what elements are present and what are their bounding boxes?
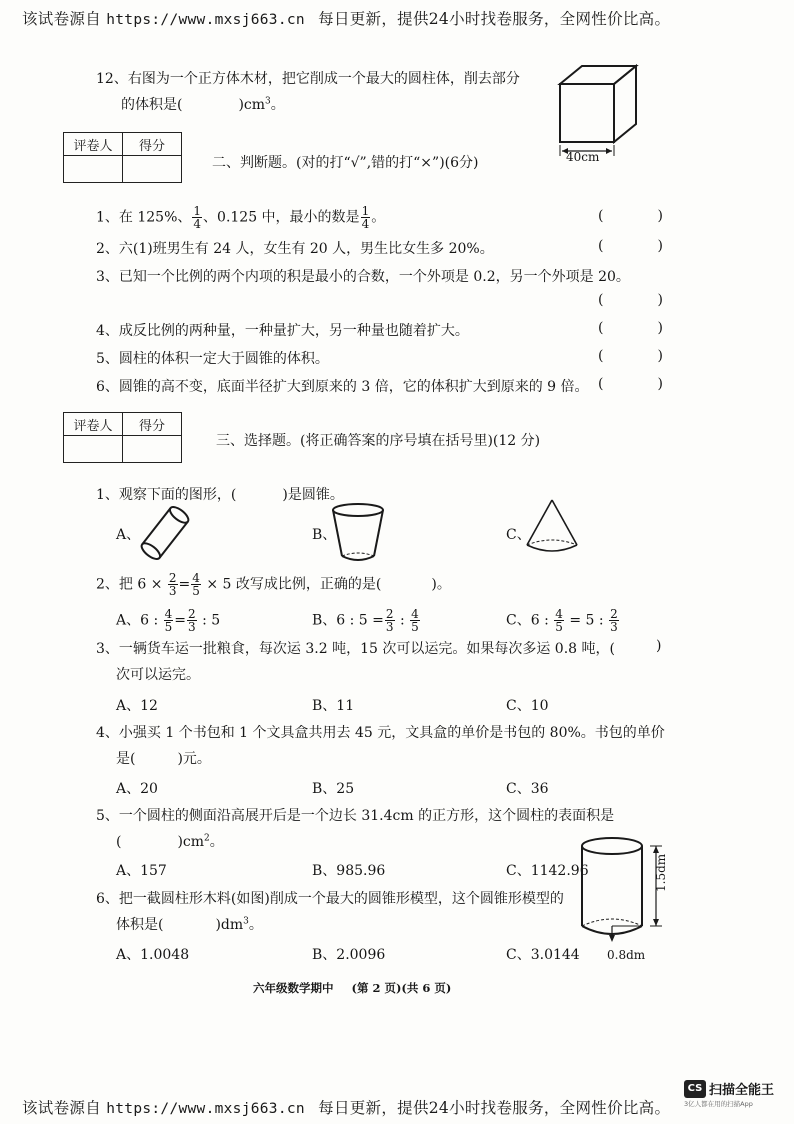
reviewer-label: 评卷人: [64, 413, 123, 436]
cylinder-radius-label: 0.8dm: [607, 948, 646, 962]
cone-figure: [522, 497, 582, 559]
judge-q1: [96, 205, 385, 230]
judge-q2: 2、六(1)班男生有 24 人，女生有 20 人，男生比女生多 20%。: [96, 241, 494, 257]
frac-num: 4: [555, 607, 563, 621]
section3-title: 三、选择题。(将正确答案的序号填在括号里)(12 分): [216, 433, 541, 449]
frac-2-3: [168, 572, 178, 597]
frac-num: 2: [610, 607, 618, 621]
choice-q3-optC[interactable]: C、10: [506, 698, 549, 714]
judge-q6: 6、圆锥的高不变，底面半径扩大到原来的 3 倍，它的体积扩大到原来的 9 倍。: [96, 379, 589, 395]
judge-q1-b: 、0.125 中，最小的数是: [203, 209, 360, 226]
paren-close: ): [657, 320, 663, 336]
choice-q6-line2: [116, 914, 263, 934]
choice-q5-optB[interactable]: B、985.96: [312, 863, 386, 879]
text: )cm: [177, 834, 205, 850]
frac-den: 5: [411, 620, 419, 634]
paren-open: (: [598, 238, 604, 254]
frac-den: 3: [385, 620, 394, 634]
frac-den: 5: [192, 584, 200, 598]
score-cell[interactable]: [123, 156, 182, 183]
q12-text-a: 的体积是(: [121, 97, 183, 113]
choice-q5-optA[interactable]: A、157: [116, 863, 167, 879]
choice-q4-optB[interactable]: B、25: [312, 781, 355, 797]
choice-q6-optA[interactable]: A、1.0048: [116, 947, 190, 963]
choice-q3-optB[interactable]: B、11: [312, 698, 355, 714]
opt-text: C、6 :: [506, 612, 549, 629]
judge-q1-a: 1、在 125%、: [96, 209, 192, 226]
choice-q1-optB[interactable]: B、: [312, 527, 337, 543]
section2-title: 二、判断题。(对的打“√”,错的打“×”)(6分): [212, 155, 479, 171]
choice-q2-c: )。: [431, 576, 451, 593]
frac-num: 2: [188, 607, 196, 621]
answer-blank-j5[interactable]: [598, 348, 663, 364]
scanner-tagline: 3亿人都在用的扫描App: [684, 1100, 753, 1108]
frac-den: 4: [193, 217, 202, 231]
q12-text-b: )cm: [238, 97, 266, 113]
equals: =: [174, 612, 187, 629]
reviewer-cell[interactable]: [64, 156, 123, 183]
opt-text: = 5 :: [569, 612, 604, 629]
banner-suffix: 每日更新，提供24小时找卷服务，全网性价比高。: [318, 10, 671, 28]
frac-1-4: [192, 205, 202, 230]
choice-q3-close: ): [656, 638, 662, 654]
frac: [164, 608, 174, 633]
frac-ans-1-4: [361, 205, 371, 230]
frac-num: 4: [411, 607, 419, 621]
top-banner: [22, 7, 670, 29]
page-footer: [253, 980, 451, 996]
choice-q6-optB[interactable]: B、2.0096: [312, 947, 386, 963]
scanner-logo: CS: [684, 1080, 706, 1098]
frac: [187, 608, 197, 633]
paren-open: (: [598, 320, 604, 336]
choice-q5-optC[interactable]: C、1142.96: [506, 863, 589, 879]
choice-q2-optC[interactable]: [506, 608, 620, 633]
reviewer-label: 评卷人: [64, 133, 123, 156]
choice-q5-line1: 5、一个圆柱的侧面沿高展开后是一个边长 31.4cm 的正方形，这个圆柱的表面积是: [96, 808, 615, 824]
choice-q6-line1: 6、把一截圆柱形木料(如图)削成一个最大的圆锥形模型，这个圆锥形模型的: [96, 891, 564, 907]
choice-q6-optC[interactable]: C、3.0144: [506, 947, 580, 963]
choice-q2: [96, 572, 451, 597]
banner-url[interactable]: https://www.mxsj663.cn: [106, 12, 305, 28]
frac-num: 4: [164, 607, 173, 621]
choice-q1-optC[interactable]: C、: [506, 527, 531, 543]
judge-q3: 3、已知一个比例的两个内项的积是最小的合数，一个外项是 0.2，另一个外项是 20。: [96, 269, 630, 285]
choice-q5-line2: [116, 831, 224, 851]
paren-open: (: [598, 292, 604, 308]
frac-den: 5: [164, 620, 173, 634]
banner-prefix: 该试卷源自: [22, 10, 102, 28]
judge-q1-c: 。: [371, 209, 386, 226]
tilted-cylinder-figure: [136, 502, 194, 564]
q12-line1: 12、右图为一个正方体木材，把它削成一个最大的圆柱体，削去部分: [96, 71, 520, 87]
answer-blank-j2[interactable]: [598, 238, 663, 254]
cylinder-height-text: 1.5dm: [654, 853, 668, 892]
score-table-3: [63, 412, 182, 463]
choice-q4-optA[interactable]: A、20: [116, 781, 158, 797]
judge-q4: 4、成反比例的两种量，一种量扩大，另一种量也随着扩大。: [96, 323, 469, 339]
colon: :: [400, 612, 405, 629]
choice-q1-optA[interactable]: A、: [116, 527, 141, 543]
banner-url[interactable]: https://www.mxsj663.cn: [106, 1101, 305, 1117]
frac-den: 3: [610, 620, 618, 634]
frac-4-5: [191, 572, 201, 597]
scanner-watermark: [684, 1078, 774, 1108]
frac: [554, 608, 564, 633]
opt-text: A、6 :: [116, 612, 159, 629]
text: )dm: [215, 917, 244, 933]
equals: =: [178, 576, 191, 593]
choice-q1: [96, 484, 344, 504]
choice-q2-optA[interactable]: [116, 608, 220, 633]
paren-open: (: [598, 376, 604, 392]
text: 体积是(: [116, 917, 164, 933]
choice-q4-optC[interactable]: C、36: [506, 781, 549, 797]
paren-open: (: [598, 208, 604, 224]
judge-q5: 5、圆柱的体积一定大于圆锥的体积。: [96, 351, 329, 367]
frac-num: 2: [385, 607, 394, 621]
frac-den: 5: [555, 620, 563, 634]
frac-num: 1: [361, 204, 370, 218]
banner-prefix: 该试卷源自: [22, 1099, 102, 1117]
sup: 3: [243, 916, 249, 927]
choice-q2-a: 2、把 6 ×: [96, 576, 163, 593]
choice-q2-optB[interactable]: [312, 608, 421, 633]
opt-text: : 5: [202, 612, 221, 629]
q12-line2: [121, 94, 285, 114]
frac-num: 2: [168, 571, 177, 585]
q12-text-c: 。: [270, 97, 285, 113]
text: 。: [209, 834, 224, 850]
text: (: [116, 834, 122, 850]
choice-q4-line1: 4、小强买 1 个书包和 1 个文具盒共用去 45 元，文具盒的单价是书包的 80%。书包的单价: [96, 725, 665, 741]
frac: [609, 608, 619, 633]
choice-q4-line2: [116, 748, 211, 768]
choice-q3-optA[interactable]: A、12: [116, 698, 158, 714]
paren-close: ): [657, 208, 663, 224]
choice-q3-line1: 3、一辆货车运一批粮食，每次运 3.2 吨，15 次可以运完。如果每次多运 0.8 吨，(: [96, 641, 615, 657]
opt-text: B、6 : 5 =: [312, 612, 384, 629]
scanner-name: 扫描全能王: [709, 1083, 775, 1098]
paren-close: ): [657, 292, 663, 308]
q12-sup: 3: [265, 96, 271, 107]
paren-close: ): [657, 376, 663, 392]
footer-page: (第 2 页)(共 6 页): [351, 981, 452, 995]
score-table-2: [63, 132, 182, 183]
frac-den: 4: [361, 217, 370, 231]
frac-den: 3: [168, 584, 177, 598]
answer-blank-j3[interactable]: [598, 292, 663, 308]
choice-q3-line2: 次可以运完。: [116, 667, 200, 683]
frac-num: 4: [192, 571, 200, 585]
frac-den: 3: [188, 620, 196, 634]
cube-label: 40cm: [566, 150, 600, 164]
choice-q1-b: )是圆锥。: [282, 487, 344, 503]
answer-blank-j4[interactable]: [598, 320, 663, 336]
frac: [385, 608, 395, 633]
score-cell[interactable]: [123, 436, 182, 463]
choice-q2-b: × 5 改写成比例，正确的是(: [206, 576, 382, 593]
paren-close: ): [657, 238, 663, 254]
frac-num: 1: [193, 204, 202, 218]
sup: 2: [204, 833, 210, 844]
choice-q1-a: 1、观察下面的图形，(: [96, 487, 237, 503]
paren-open: (: [598, 348, 604, 364]
footer-exam: 六年级数学期中: [253, 981, 334, 995]
text: )元。: [177, 751, 211, 767]
frac: [410, 608, 420, 633]
frustum-figure: [328, 502, 388, 564]
bottom-banner: [22, 1096, 670, 1118]
banner-suffix: 每日更新，提供24小时找卷服务，全网性价比高。: [318, 1099, 671, 1117]
text: 。: [248, 917, 263, 933]
answer-blank-j1[interactable]: [598, 208, 663, 224]
score-label: 得分: [123, 413, 182, 436]
score-label: 得分: [123, 133, 182, 156]
answer-blank-j6[interactable]: [598, 376, 663, 392]
paren-close: ): [657, 348, 663, 364]
reviewer-cell[interactable]: [64, 436, 123, 463]
text: 是(: [116, 751, 136, 767]
